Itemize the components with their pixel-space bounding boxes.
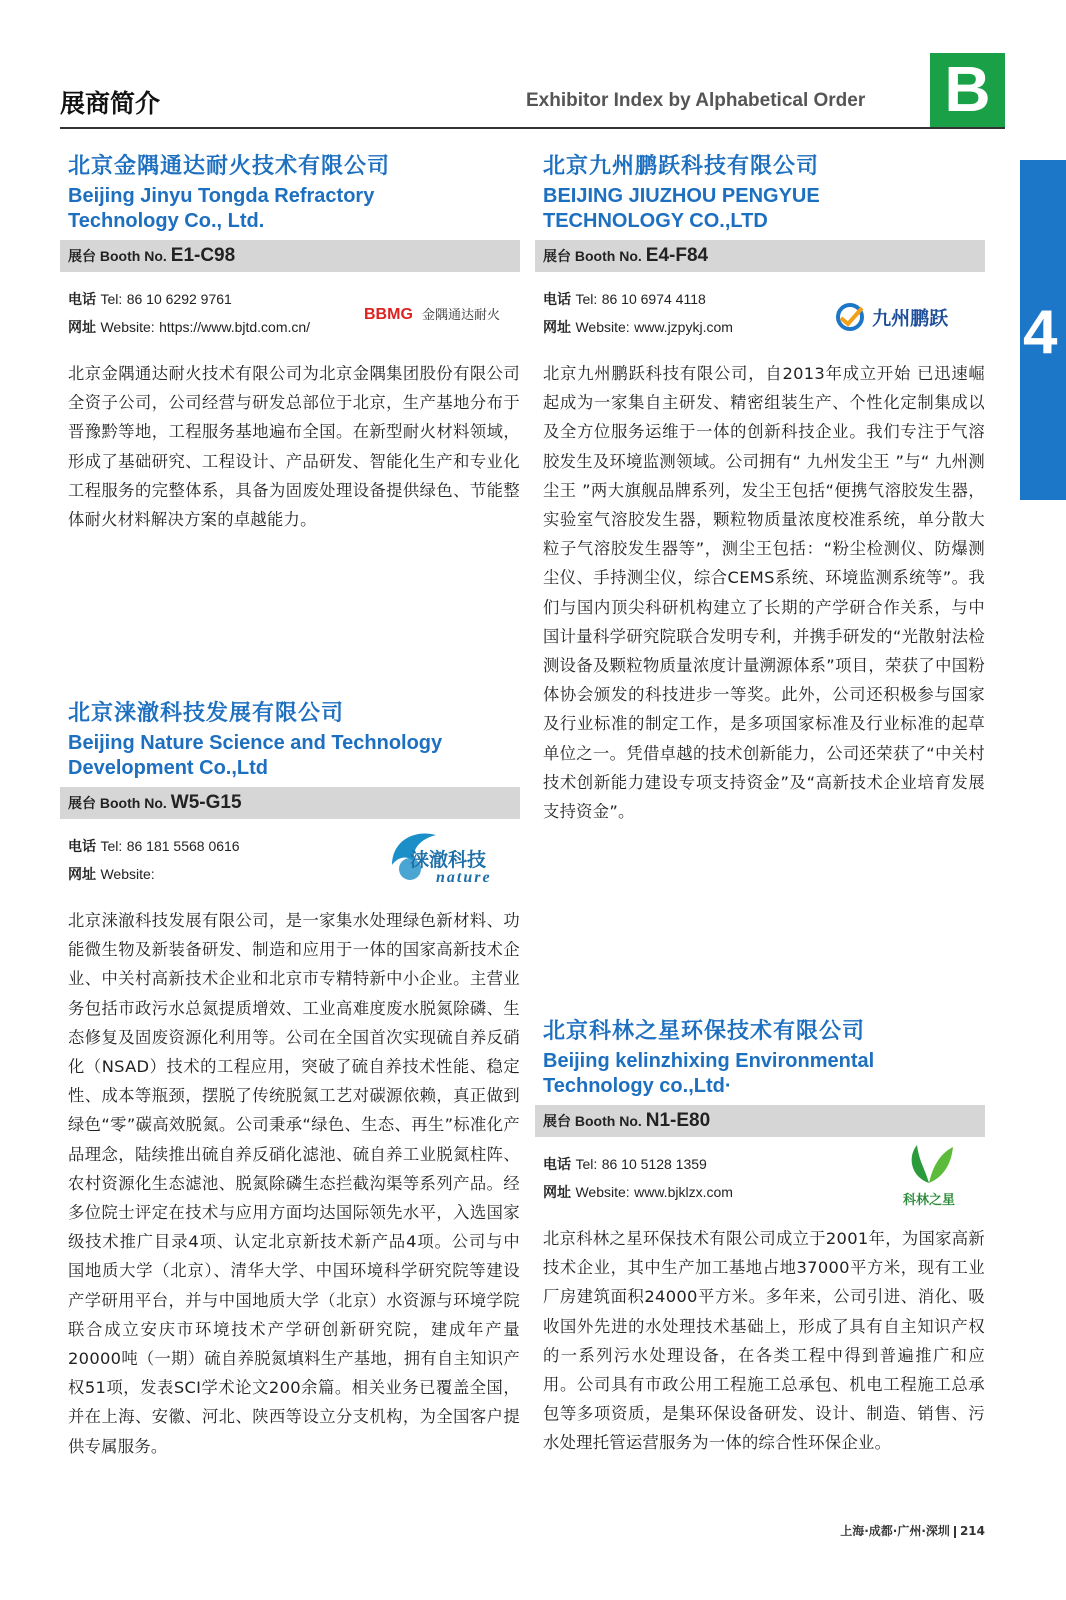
booth-number: E4-F84	[645, 245, 709, 266]
page-title: 展商简介	[60, 89, 161, 118]
exhibitor-description: 北京九州鹏跃科技有限公司，自2013年成立开始 已迅速崛起成为一家集自主研发、精密组装生产、个性化定制集成以及全方位服务运维于一体的创新科技企业。我们专注于气溶胶发生及环境监测领域。公司拥有“ 九州发尘王 ”与“ 九州测尘王 ”两大旗舰品牌系列，发尘王包括“便携气溶胶发生器，实验室气溶胶发生器，颗粒物质量浓度校准系统，单分散大粒子气溶胶发生器等”，测尘王包括：“粉尘检测仪、防爆测尘仪、手持测尘仪，综合CEMS系统、环境监测系统等”。我们与国内顶尖科研机构建立了长期的产学研合作关系，与中国计量科学研究院联合发明专利，并携手研发的“光散射法检测设备及颗粒物质量浓度计量溯源体系”项目，荣获了中国粉体协会颁发的科技进步一等奖。此外，公司还积极参与国家及行业标准的制定工作，是多项国家标准及行业标准的起草单位之一。凭借卓越的技术创新能力，公司还荣获了“中关村技术创新能力建设专项支持资金”及“高新技术企业培育发展支持资金”。	[543, 364, 985, 822]
tel-label: Tel:	[575, 291, 598, 307]
exhibitor-entry	[535, 152, 985, 826]
web-label: Website:	[575, 319, 630, 335]
tel-value: 86 10 6292 9761	[126, 291, 232, 307]
exhibitor-en-name-line2: Technology co.,Ltd·	[543, 1075, 732, 1097]
booth-number: E1-C98	[170, 245, 236, 266]
tel-label-cn: 电话	[543, 1157, 571, 1173]
booth-bar	[535, 1105, 985, 1137]
tel-value: 86 10 5128 1359	[601, 1156, 707, 1172]
leaf-icon	[903, 1137, 955, 1187]
company-logo	[384, 825, 514, 891]
exhibitor-entry	[60, 152, 520, 534]
booth-label: 展台 Booth No.	[543, 1113, 642, 1129]
web-label: Website:	[100, 866, 155, 882]
exhibitor-en-name-line2: Technology Co., Ltd.	[68, 210, 265, 232]
exhibitor-cn-name: 北京九州鹏跃科技有限公司	[543, 154, 820, 179]
tel-label-cn: 电话	[68, 839, 96, 855]
tel-value: 86 10 6974 4118	[601, 291, 706, 307]
booth-bar	[535, 240, 985, 272]
swoosh-icon	[835, 302, 867, 332]
web-label: Website:	[100, 319, 155, 335]
footer-divider	[954, 1526, 956, 1538]
exhibitor-en-name-line1: Beijing Nature Science and Technology	[68, 732, 443, 754]
web-label-cn: 网址	[68, 867, 96, 883]
booth-label: 展台 Booth No.	[68, 248, 167, 264]
chapter-number: 4	[1023, 298, 1058, 367]
booth-number: W5-G15	[170, 792, 242, 813]
company-logo	[364, 304, 514, 334]
tel-label: Tel:	[575, 1156, 598, 1172]
exhibitor-en-name-line2: Development Co.,Ltd	[68, 757, 269, 779]
exhibitor-description: 北京科林之星环保技术有限公司成立于2001年，为国家高新技术企业，其中生产加工基地占地37000平方米，现有工业厂房建筑面积24000平方米。多年来，公司引进、消化、吸收国外先进的水处理技术基础上，形成了具有自主知识产权的一系列污水处理设备，在各类工程中得到普遍推广和应用。公司具有市政公用工程施工总承包、机电工程施工总承包等多项资质，是集环保设备研发、设计、制造、销售、污水处理托管运营服务为一体的综合性环保企业。	[543, 1229, 985, 1453]
logo-text: 涞澈科技	[410, 849, 487, 871]
page-subtitle: Exhibitor Index by Alphabetical Order	[526, 90, 866, 111]
website-link[interactable]: www.bjklzx.com	[634, 1184, 733, 1200]
booth-bar	[60, 240, 520, 272]
exhibitor-description: 北京涞澈科技发展有限公司，是一家集水处理绿色新材料、功能微生物及新装备研发、制造和应用于一体的国家高新技术企业、中关村高新技术企业和北京市专精特新中小企业。主营业务包括市政污水总氮提质增效、工业高难度废水脱氮除磷、生态修复及固废资源化利用等。公司在全国首次实现硫自养反硝化（NSAD）技术的工程应用，突破了硫自养技术性能、稳定性、成本等瓶颈，摆脱了传统脱氮工艺对碳源依赖，真正做到绿色“零”碳高效脱氮。公司秉承“绿色、生态、再生”标准化产品理念，陆续推出硫自养反硝化滤池、硫自养工业脱氮柱阵、农村资源化生态滤池、脱氮除磷生态拦截沟渠等系列产品。经多位院士评定在技术与应用方面均达国际领先水平，入选国家级技术推广目录4项、认定北京新技术新产品4项。公司与中国地质大学（北京）、清华大学、中国环境科学研究院等建设产学研用平台，并与中国地质大学（北京）水资源与环境学院联合成立安庆市环境技术产学研创新研究院，建成年产量20000吨（一期）硫自养脱氮填料生产基地，拥有自主知识产权51项，发表SCI学术论文200余篇。相关业务已覆盖全国，并在上海、安徽、河北、陕西等设立分支机构，为全国客户提供专属服务。	[68, 911, 520, 1456]
web-label-cn: 网址	[543, 320, 571, 336]
web-label-cn: 网址	[68, 320, 96, 336]
tel-value: 86 181 5568 0616	[126, 838, 240, 854]
company-logo	[889, 1137, 969, 1217]
section-letter: B	[930, 53, 1005, 129]
logo-subtext: nature	[436, 869, 492, 886]
page-footer	[840, 1522, 985, 1539]
exhibitor-en-name-line1: BEIJING JIUZHOU PENGYUE	[543, 185, 820, 207]
booth-label: 展台 Booth No.	[68, 795, 167, 811]
exhibitor-description: 北京金隅通达耐火技术有限公司为北京金隅集团股份有限公司全资子公司，公司经营与研发总部位于北京，生产基地分布于晋豫黔等地，工程服务基地遍布全国。在新型耐火材料领域，形成了基础研究、工程设计、产品研发、智能化生产和专业化工程服务的完整体系，具备为固废处理设备提供绿色、节能整体耐火材料解决方案的卓越能力。	[68, 364, 520, 530]
exhibitor-entry	[535, 1017, 985, 1458]
tel-label: Tel:	[100, 291, 123, 307]
exhibitor-entry	[60, 699, 520, 1461]
website-link[interactable]: www.jzpykj.com	[634, 319, 733, 335]
exhibitor-cn-name: 北京金隅通达耐火技术有限公司	[68, 154, 391, 179]
logo-text: 金隅通达耐火	[421, 308, 500, 323]
web-label: Website:	[575, 1184, 630, 1200]
logo-text: 科林之星	[902, 1193, 955, 1208]
tel-label-cn: 电话	[543, 292, 571, 308]
website-link[interactable]: https://www.bjtd.com.cn/	[159, 319, 311, 335]
exhibitor-cn-name: 北京涞澈科技发展有限公司	[68, 701, 345, 726]
contact-block	[60, 833, 520, 903]
company-logo	[835, 302, 975, 336]
exhibitor-cn-name: 北京科林之星环保技术有限公司	[543, 1019, 866, 1044]
chapter-tab	[1020, 160, 1066, 500]
exhibitor-en-name-line1: Beijing Jinyu Tongda Refractory	[68, 185, 375, 207]
logo-text: 九州鹏跃	[872, 307, 949, 330]
page-number: 214	[959, 1524, 985, 1538]
logo-mark: BBMG	[364, 306, 413, 323]
contact-block	[535, 1151, 985, 1221]
contact-block	[60, 286, 520, 356]
tel-label: Tel:	[100, 838, 123, 854]
booth-number: N1-E80	[645, 1110, 711, 1131]
web-label-cn: 网址	[543, 1185, 571, 1201]
booth-label: 展台 Booth No.	[543, 248, 642, 264]
header-divider	[60, 127, 1005, 129]
contact-block	[535, 286, 985, 356]
footer-cities: 上海·成都·广州·深圳	[840, 1524, 950, 1538]
booth-bar	[60, 787, 520, 819]
exhibitor-en-name-line1: Beijing kelinzhixing Environmental	[543, 1050, 875, 1072]
exhibitor-en-name-line2: TECHNOLOGY CO.,LTD	[543, 210, 768, 232]
tel-label-cn: 电话	[68, 292, 96, 308]
